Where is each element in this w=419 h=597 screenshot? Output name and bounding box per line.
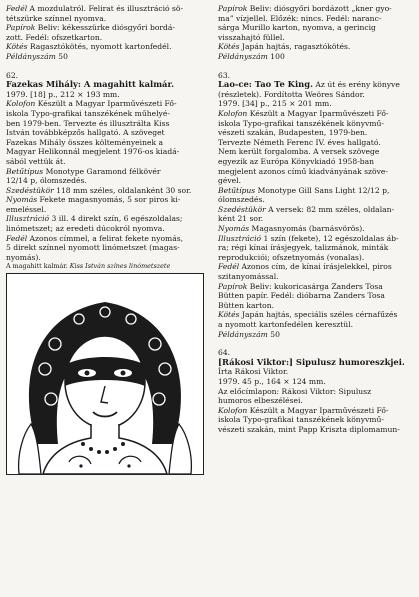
text-line [218, 310, 414, 320]
field-text: Bütten karton. [218, 300, 275, 310]
field-label: Papírok [218, 281, 248, 291]
text-line [6, 167, 206, 177]
entry-64-title: [Rákosi Viktor:] Sipulusz humoreszkjei. [218, 356, 405, 367]
field-text: Az előcímlapon: Rákosi Viktor: Sipulusz [218, 386, 372, 396]
text-line [6, 23, 206, 33]
field-text: Beliv: diósgyőri bordázott „kner gyo- [247, 4, 392, 13]
text-line [6, 109, 206, 119]
field-text: 50 [55, 51, 68, 61]
field-text: 50 [267, 329, 280, 339]
text-line [218, 234, 414, 244]
field-label: Kötés [6, 42, 28, 52]
field-text: Ragasztókötés, nyomott kartonfedél. [27, 42, 172, 52]
text-line [218, 224, 414, 234]
field-label: Fedél [6, 4, 28, 13]
field-label: Betűtípus [6, 166, 44, 176]
text-line [218, 42, 414, 52]
field-text: a nyomott kartonfedélen keresztül. [218, 320, 354, 329]
text-line [6, 195, 206, 205]
field-label: Példányszám [218, 51, 268, 61]
field-text: Japán hajtás, speciális széles cérnafűzés [239, 310, 398, 320]
field-label: Betűtípus [218, 185, 256, 195]
text-line [218, 330, 414, 340]
field-label: Nyomás [6, 195, 38, 205]
text-line [6, 138, 206, 148]
field-text: Beliv: kékesszürke diósgyőri bordá- [35, 23, 175, 33]
text-line [218, 14, 414, 24]
field-label: Kolofon [6, 99, 36, 109]
field-label: Fedél [6, 233, 28, 243]
text-line [6, 157, 206, 167]
text-line [218, 377, 414, 387]
text-line [218, 253, 414, 263]
field-text: Magyar Helikonnál megjelent 1976-os kiadá- [6, 147, 180, 157]
field-text: sárga Murillo karton, nyomva, a gerincig [218, 23, 376, 33]
entry-64-number: 64. [218, 348, 231, 358]
field-label: Papírok [6, 23, 36, 33]
entry-62-body [6, 90, 206, 263]
entry-62-title: Fazekas Mihály: A magahitt kalmár. [6, 79, 175, 90]
field-text: szitanyomással. [218, 272, 279, 282]
text-line [6, 90, 206, 100]
text-line [218, 128, 414, 138]
text-line [218, 367, 414, 377]
field-text: Monotype Garamond félkövér [43, 166, 161, 176]
text-line [218, 52, 414, 62]
left-column [6, 4, 206, 475]
field-text: megjelent azonos című kiadványának szöve- [218, 166, 388, 176]
entry-62-number: 62. [6, 70, 19, 80]
field-text: István továbbképzős hallgató. A szöveget [6, 128, 165, 138]
field-text: linómetszet; az eredeti dúcokról nyomva. [6, 224, 165, 234]
text-line [218, 406, 414, 416]
field-text: Tervezte Németh Ferenc IV. éves hallgató. [218, 137, 381, 147]
field-text: humoros elbeszélései. [218, 396, 303, 406]
text-line [218, 33, 414, 43]
entry-63-body [218, 99, 414, 339]
field-text: 1 szín (fekete), 12 egészoldalas áb- [261, 233, 399, 243]
field-text: 1979. [18] p., 212 × 193 mm. [6, 89, 120, 99]
field-text: zott. Fedél: ofszetkarton. [6, 32, 103, 42]
field-text: Azonos cím, de kínai írásjelekkel, piros [239, 262, 392, 272]
field-text: Írta Rákosi Viktor. [218, 367, 289, 377]
field-text: 1979. [34] p., 215 × 201 mm. [218, 99, 332, 109]
field-text: A mozdulatról. Felirat és illusztráció sö- [27, 4, 184, 13]
field-text: 12/14 p, ólomszedés. [6, 176, 87, 186]
text-line [6, 42, 206, 52]
text-line [218, 425, 414, 435]
entry-63-number: 63. [218, 70, 231, 80]
field-text: A versek: 82 mm széles, oldalan- [265, 204, 395, 214]
right-top-block [218, 4, 414, 62]
text-line [218, 214, 414, 224]
text-line [6, 234, 206, 244]
field-text: 3 ill. 4 direkt szín, 6 egészoldalas; [49, 214, 183, 224]
text-line [218, 291, 414, 301]
field-text: 118 mm széles, oldalanként 30 sor. [53, 185, 192, 195]
text-line [218, 262, 414, 272]
field-text: Beliv: kukoricasárga Zanders Tosa [247, 281, 383, 291]
text-line [218, 4, 414, 14]
field-text: ólomszedés. [218, 195, 265, 205]
field-label: Papírok [218, 4, 248, 13]
illustration-caption: A magahitt kalmár. Kiss István színes linómetszete [6, 262, 171, 271]
field-label: Szedéstükör [6, 185, 54, 195]
right-column [218, 4, 414, 435]
text-line [6, 52, 206, 62]
field-text: Készült a Magyar Iparművészeti Fő- [247, 405, 389, 415]
field-text: reprodukciói; ofszetnyomás (vonalas). [218, 252, 365, 262]
text-line [218, 147, 414, 157]
text-line [218, 415, 414, 425]
field-text: iskola Typo-grafikai tanszékének műhelyé- [6, 108, 170, 118]
field-text: 100 [267, 51, 285, 61]
text-line [6, 205, 206, 215]
field-text: Készült a Magyar Iparművészeti Fő- [247, 108, 389, 118]
field-text: gével. [218, 176, 241, 186]
text-line [218, 272, 414, 282]
field-text: Japán hajtás, ragasztókötés. [239, 42, 351, 52]
field-label: Kolofon [218, 405, 248, 415]
left-top-block [6, 4, 206, 62]
field-label: Fedél [218, 262, 240, 272]
field-text: Fazekas Mihály összes költeményeinek a [6, 137, 164, 147]
text-line [218, 186, 414, 196]
entry-63-title: Lao-ce: Tao Te King. [218, 79, 314, 90]
text-line [6, 4, 206, 14]
field-text: vészeti szakán, Budapesten, 1979-ben. [218, 128, 368, 138]
text-line [218, 99, 414, 109]
text-line [218, 396, 414, 406]
text-line [218, 119, 414, 129]
text-line [218, 157, 414, 167]
text-line [218, 109, 414, 119]
field-text: visszahajtó füllel. [218, 32, 285, 42]
text-line [6, 147, 206, 157]
text-line [218, 138, 414, 148]
field-label: Szedéstükör [218, 204, 266, 214]
field-text: egyezik az Európa Könyvkiadó 1958-ban [218, 156, 375, 166]
field-text: iskola Typo-grafikai tanszékének könyvmű- [218, 415, 384, 425]
text-line [218, 195, 414, 205]
text-line [218, 282, 414, 292]
woman-mask-illustration [7, 274, 203, 474]
field-label: Nyomás [218, 224, 250, 234]
field-text: ma” vízjellel. Előzék: nincs. Fedél: naranc- [218, 13, 382, 23]
field-label: Kötés [218, 42, 240, 52]
text-line [6, 33, 206, 43]
field-text: Fekete magasnyomás, 5 sor piros ki- [37, 195, 181, 205]
text-line [218, 23, 414, 33]
text-line [218, 387, 414, 397]
field-text: Készült a Magyar Iparművészeti Fő- [35, 99, 177, 109]
field-text: sából vettük át. [6, 156, 66, 166]
text-line [218, 243, 414, 253]
field-text: Bütten papír. Fedél: dióbarna Zanders Tosa [218, 291, 385, 301]
field-label: Kolofon [218, 108, 248, 118]
text-line [218, 176, 414, 186]
text-line [218, 301, 414, 311]
field-text: nyomás). [6, 252, 41, 262]
text-line [6, 224, 206, 234]
field-text: 1979. 45 p., 164 × 124 mm. [218, 376, 326, 386]
field-text: Nem került forgalomba. A versek szövege [218, 147, 380, 157]
text-line [218, 167, 414, 177]
field-text: Monotype Gill Sans Light 12/12 p, [255, 185, 390, 195]
field-label: Illusztráció [6, 214, 50, 224]
text-line [6, 186, 206, 196]
field-text: 5 direkt színnel nyomott linómetszet (magas- [6, 243, 180, 253]
field-text: iskola Typo-grafikai tanszékének könyvmű- [218, 118, 384, 128]
field-text: tétszürke színnel nyomva. [6, 13, 107, 23]
text-line [6, 176, 206, 186]
entry-63-subtitle: Az út és erény könyve (részletek). Fordította Weöres Sándor. [218, 80, 400, 99]
field-label: Kötés [218, 310, 240, 320]
field-label: Példányszám [218, 329, 268, 339]
field-text: ra; régi kínai írásjegyek, talizmánok, minták [218, 243, 389, 253]
text-line [218, 320, 414, 330]
entry-63-heading [218, 80, 414, 99]
field-label: Illusztráció [218, 233, 262, 243]
text-line [6, 99, 206, 109]
field-text: ként 21 sor. [218, 214, 264, 224]
text-line [6, 214, 206, 224]
field-text: emeléssel. [6, 204, 47, 214]
text-line [6, 253, 206, 263]
text-line [218, 205, 414, 215]
text-line [6, 119, 206, 129]
field-text: vészeti szakán, mint Papp Kriszta diplomamun- [218, 424, 400, 434]
field-text: Magasnyomás (barnásvörös). [249, 224, 365, 234]
text-line [6, 14, 206, 24]
field-label: Példányszám [6, 51, 56, 61]
field-text: ben 1979-ben. Tervezte és illusztrálta Kiss [6, 118, 170, 128]
field-text: Azonos címmel, a felirat fekete nyomás, [27, 233, 184, 243]
text-line [6, 243, 206, 253]
entry-64-body [218, 367, 414, 434]
linocut-illustration [6, 273, 204, 475]
text-line [6, 128, 206, 138]
